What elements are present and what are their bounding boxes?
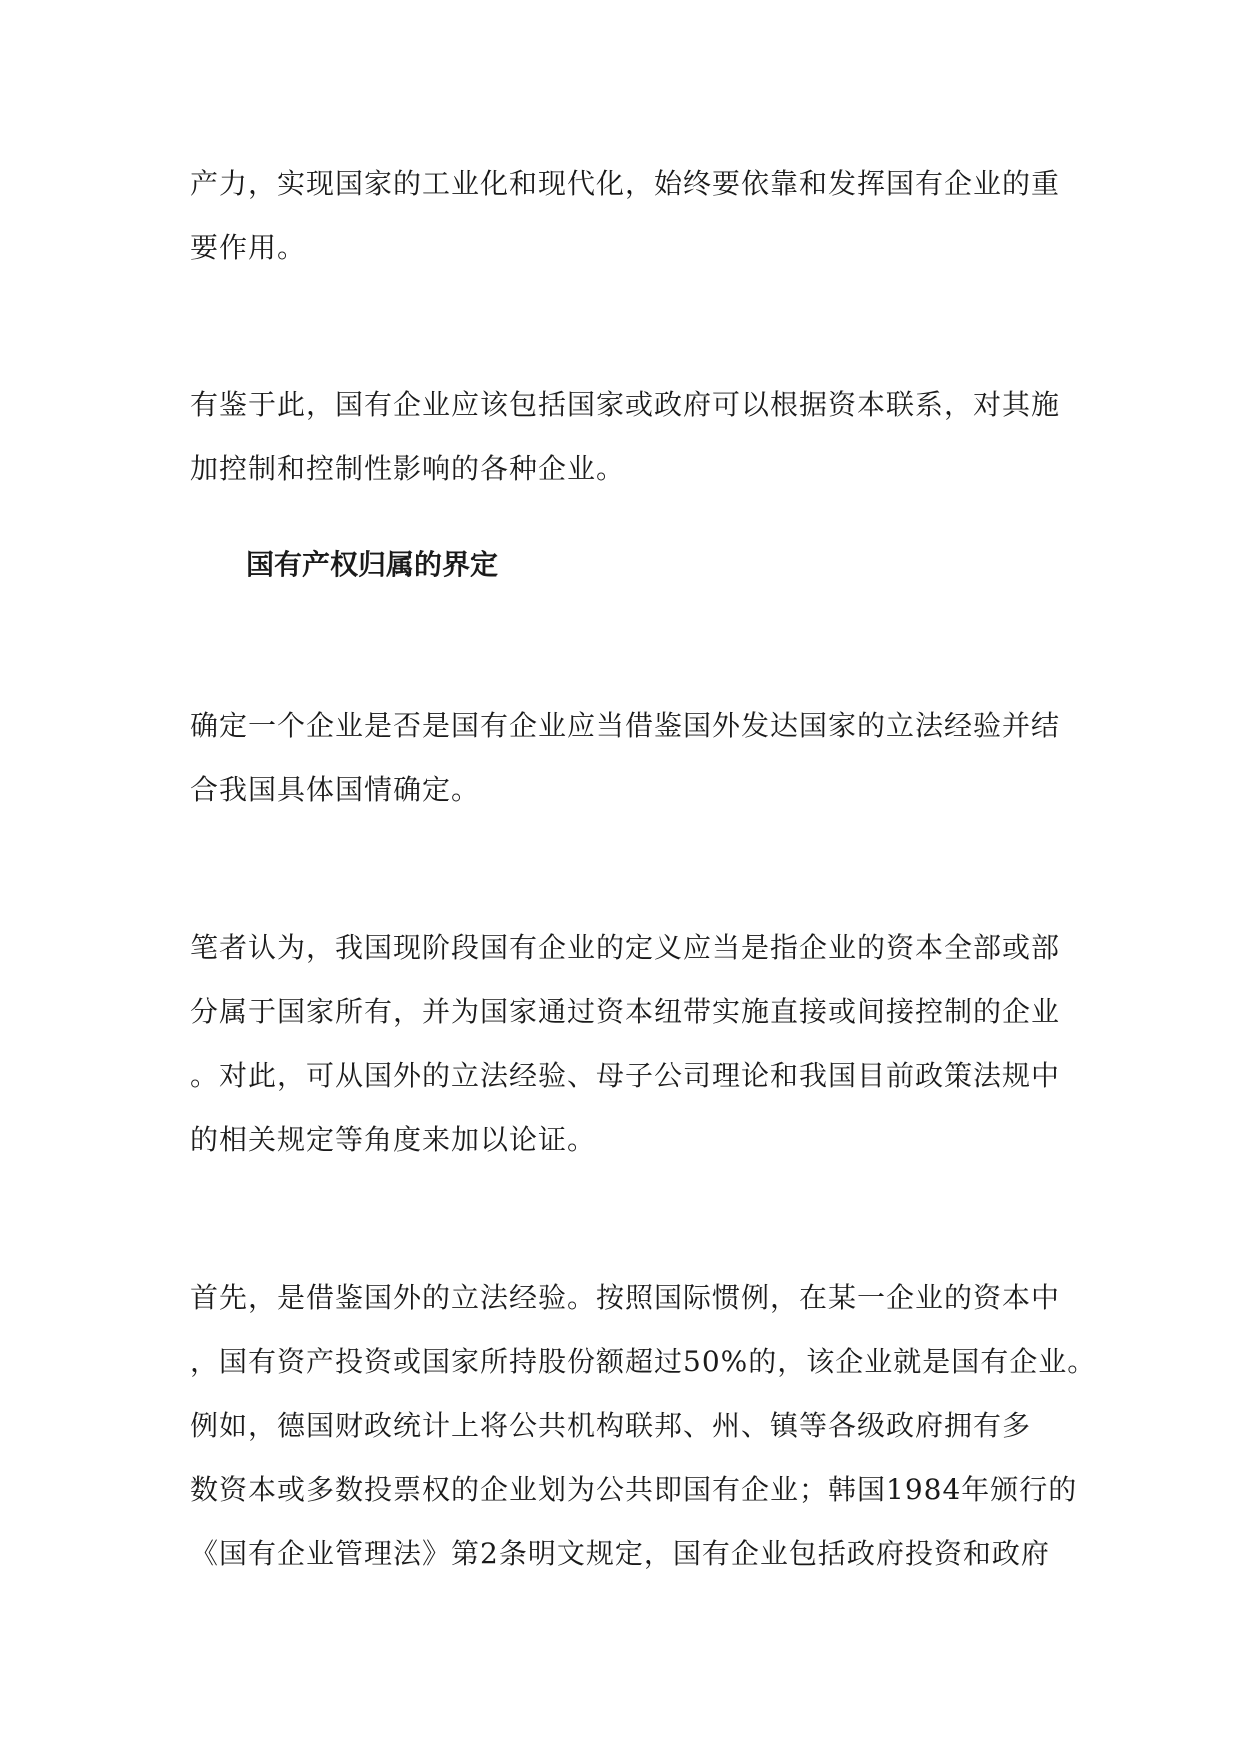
paragraph-4-line-3: 。对此，可从国外的立法经验、母子公司理论和我国目前政策法规中 <box>190 1059 1061 1092</box>
paragraph-3-line-1: 确定一个企业是否是国有企业应当借鉴国外发达国家的立法经验并结 <box>190 709 1061 742</box>
section-heading: 国有产权归属的界定 <box>246 548 499 581</box>
paragraph-2-line-2: 加控制和控制性影响的各种企业。 <box>190 452 626 485</box>
paragraph-5-line-3: 例如，德国财政统计上将公共机构联邦、州、镇等各级政府拥有多 <box>190 1409 1032 1442</box>
paragraph-1-line-2: 要作用。 <box>190 231 307 264</box>
paragraph-4-line-4: 的相关规定等角度来加以论证。 <box>190 1123 597 1156</box>
paragraph-5-line-4: 数资本或多数投票权的企业划为公共即国有企业；韩国1984年颁行的 <box>190 1473 1078 1506</box>
paragraph-3-line-2: 合我国具体国情确定。 <box>190 773 481 806</box>
paragraph-2-line-1: 有鉴于此，国有企业应该包括国家或政府可以根据资本联系，对其施 <box>190 388 1061 421</box>
paragraph-4-line-2: 分属于国家所有，并为国家通过资本纽带实施直接或间接控制的企业 <box>190 995 1061 1028</box>
paragraph-1-line-1: 产力，实现国家的工业化和现代化，始终要依靠和发挥国有企业的重 <box>190 167 1061 200</box>
paragraph-5-line-5: 《国有企业管理法》第2条明文规定，国有企业包括政府投资和政府 <box>190 1537 1050 1570</box>
paragraph-5-line-1: 首先，是借鉴国外的立法经验。按照国际惯例，在某一企业的资本中 <box>190 1281 1061 1314</box>
paragraph-5-line-2: ，国有资产投资或国家所持股份额超过50%的，该企业就是国有企业。 <box>190 1345 1097 1378</box>
paragraph-4-line-1: 笔者认为，我国现阶段国有企业的定义应当是指企业的资本全部或部 <box>190 931 1061 964</box>
